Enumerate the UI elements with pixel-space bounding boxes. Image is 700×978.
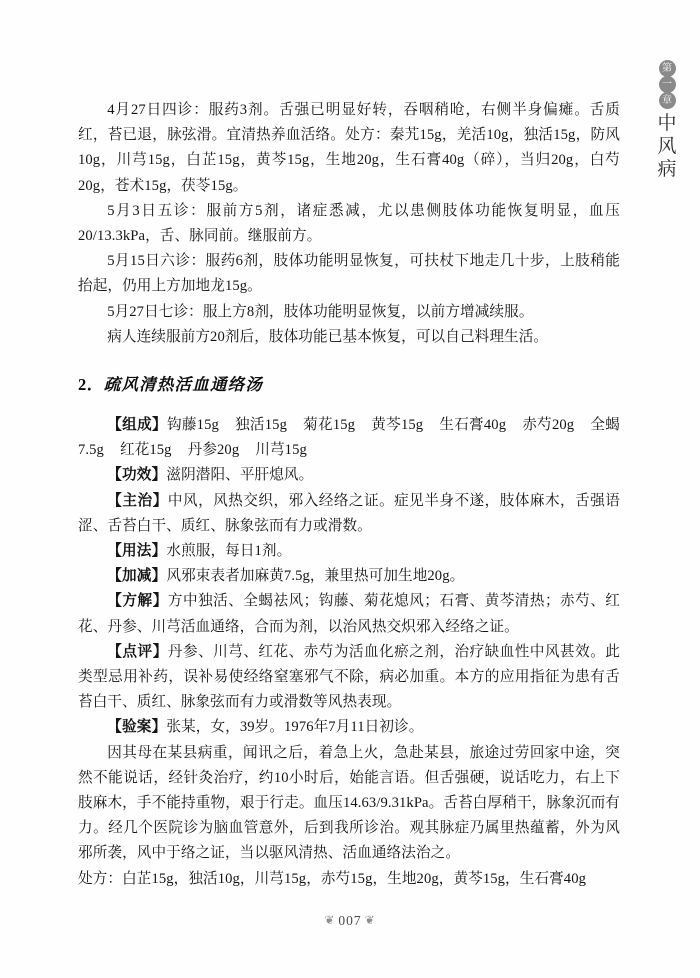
herb-item: 丹参20g [187,442,240,459]
analysis-label: 【方解】 [107,593,168,610]
paragraph-visit-seven: 5月27日七诊：服上方8剂，肢体功能明显恢复，以前方增减续服。 [107,303,534,320]
paragraph-usage [78,539,620,564]
herb-item: 红花15g [120,442,172,459]
analysis-text: 方中独活、全蝎祛风；钩藤、菊花熄风；石膏、黄芩清热；赤芍、红花、丹参、川芎活血通络，合而为剂，以治风热交炽邪入经络之证。 [78,593,620,635]
effect-label: 【功效】 [107,467,167,484]
usage-label: 【用法】 [107,543,167,560]
paragraph-analysis [78,589,620,639]
chapter-side-tab [648,60,686,182]
herb-item: 黄芩15g [371,417,424,434]
chapter-title-vertical [657,112,676,182]
paragraph-visit-five: 5月3日五诊：服前方5剂，诸症悉减，尤以患侧肢体功能恢复明显，血压20/13.3kPa，舌、脉同前。继服前方。 [78,202,620,245]
heading-spacer [78,397,620,413]
usage-text: 水煎服，每日1剂。 [166,543,292,560]
section-number: 2． [78,375,104,395]
chapter-number-char: 一 [659,76,676,93]
herb-item: 全蝎7.5g [78,417,620,459]
paragraph-case-history: 因其母在某县病重，闻讯之后，着急上火，急赴某县，旅途过劳回家中途，突然不能说话，经针灸治疗，约10小时后，始能言语。但舌强硬，说话吃力，右上下肢麻木，手不能持重物，艰于行走。血压14.63/9.31kPa。舌苔白厚稍干，脉象沉而有力。经几个医院诊为脑血管意外，后到我所诊治。观其脉症乃属里热蕴蓄，外为风邪所袭，风中于络之证，当以驱风清热、活血通络法治之。 [78,744,620,862]
paragraph-indication [78,489,620,539]
paragraph-treatment-summary: 病人连续服前方20剂后，肢体功能已基本恢复，可以自己料理生活。 [107,328,549,345]
page-footer [0,912,700,930]
page-text-column [78,98,620,892]
herb-item: 独活15g [234,417,287,434]
case-patient: 张某，女，39岁。1976年7月11日初诊。 [166,719,424,736]
effect-text: 滋阴潜阳、平肝熄风。 [166,467,314,484]
chapter-number-char: 第 [659,60,676,77]
indication-text: 中风，风热交织，邪入经络之证。症见半身不遂，肢体麻木，舌强语涩、舌苔白干、质红、脉象弦而有力或滑数。 [78,492,620,534]
ornament-left-icon: ❦ [324,913,336,927]
page-number [321,913,378,929]
herb-item: 赤芍20g [522,417,575,434]
section-title: 疏风清热活血通络汤 [103,375,264,395]
chapter-number-vertical [659,60,676,108]
paragraph-case-prescription: 处方：白芷15g，独活10g，川芎15g，赤芍15g，生地20g，黄芩15g，生石膏40g [78,870,586,887]
herb-item: 钩藤15g [166,417,219,434]
paragraph-modification [78,564,620,589]
ornament-right-icon: ❦ [364,913,376,927]
comment-text: 丹参、川芎、红花、赤芍为活血化瘀之剂，治疗缺血性中风甚效。此类型忌用补药，误补易使经络窒塞邪气不除，病必加重。本方的应用指征为患有舌苔白干、质红、脉象弦而有力或滑数等风热表现。 [78,643,620,711]
heading-spacer [78,350,620,372]
chapter-title-char: 病 [657,159,677,181]
indication-label: 【主治】 [107,492,168,509]
modification-text: 风邪束表者加麻黄7.5g，兼里热可加生地20g。 [166,568,465,585]
page-number-value: 007 [338,913,362,928]
paragraph-visit-six: 5月15日六诊：服药6剂，肢体功能明显恢复，可扶杖下地走几十步，上肢稍能抬起，仍用上方加地龙15g。 [78,253,620,295]
paragraph-visit-four: 4月27日四诊：服药3剂。舌强已明显好转，吞咽稍呛，右侧半身偏瘫。舌质红，苔已退，脉弦滑。宜清热养血活络。处方：秦艽15g，羌活10g，独活15g，防风10g，川芎15g，白芷15g，黄芩15g，生地20g，生石膏40g（碎），当归20g，白芍20g，苍术15g，茯苓15g。 [78,102,620,194]
composition-label: 【组成】 [107,417,167,434]
case-label: 【验案】 [107,719,167,736]
paragraph-composition [78,413,620,463]
modification-label: 【加减】 [107,568,167,585]
chapter-number-char: 章 [659,92,676,109]
chapter-title-char: 风 [657,136,677,158]
comment-label: 【点评】 [107,643,168,660]
paragraph-comment [78,640,620,716]
paragraph-case-header [78,715,620,740]
herb-item: 川芎15g [255,442,307,459]
paragraph-effect [78,463,620,488]
herb-item: 菊花15g [303,417,356,434]
herb-item: 生石膏40g [439,417,507,434]
chapter-title-char: 中 [657,113,677,134]
section-heading-2 [78,372,620,397]
